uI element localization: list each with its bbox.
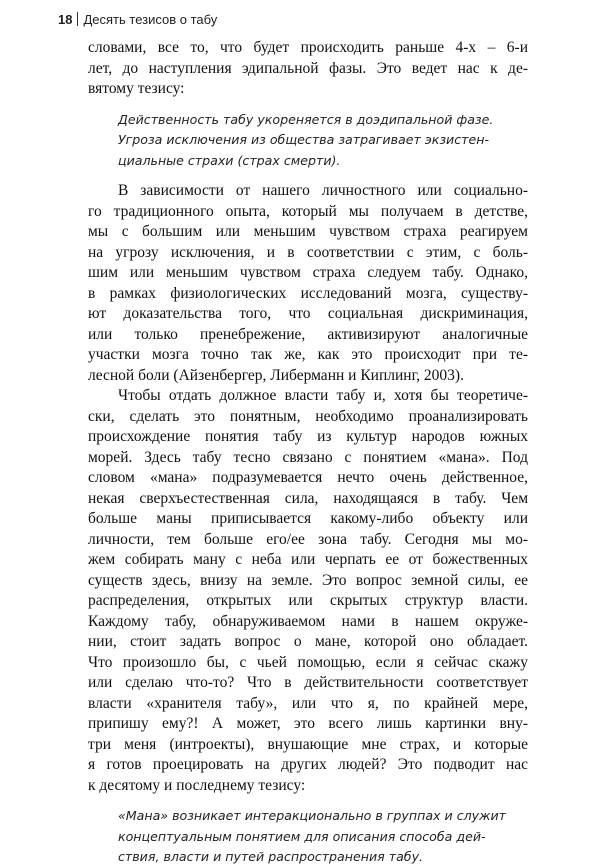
- text-line: го традиционного опыта, который мы получаем в детстве,: [88, 202, 528, 220]
- text-line: шим или меньшим чувством страха следуем табу. Однако,: [88, 264, 528, 281]
- book-title: Десять тезисов о табу: [83, 12, 218, 27]
- text-line: В зависимости от нашего личностного или социально-: [118, 182, 528, 199]
- paragraph-one: [88, 181, 528, 386]
- text-line: жем собирать ману с неба или черпать ее от божественных: [88, 551, 528, 568]
- text-line: вятому тезису:: [88, 80, 185, 97]
- thesis-ten-quote: [88, 806, 528, 868]
- text-line: больше маны приписывается какому-либо объекту или: [88, 510, 528, 527]
- text-line: словами, все то, что будет происходить раньше 4-х – 6-и: [88, 39, 528, 56]
- text-line: Что произошло бы, с чьей помощью, если я сейчас скажу: [88, 653, 528, 671]
- paragraph-two: [88, 386, 528, 796]
- text-line: распределения, открытых или скрытых структур власти.: [88, 592, 528, 609]
- text-line: некая сверхъестественная сила, находящаяся в табу. Чем: [88, 489, 528, 507]
- text-line: словом «мана» подразумевается нечто очень действенное,: [88, 469, 528, 486]
- intro-paragraph: [88, 38, 528, 100]
- text-line: ски, сделать это понятным, необходимо проанализировать: [88, 407, 528, 425]
- text-line: ют доказательства того, что социальная дискриминация,: [88, 305, 528, 322]
- text-line: мы с большим или меньшим чувством страха реагируем: [88, 223, 528, 240]
- text-line: Каждому табу, обнаруживаемом нами в нашем окруже-: [88, 612, 528, 630]
- quote-line: «Мана» возникает интеракционально в группах и служит: [118, 808, 506, 823]
- quote-line: Угроза исключения из общества затрагивает экзистен-: [118, 132, 490, 147]
- text-line: я готов проецировать на других людей? Это подводит нас: [88, 756, 528, 773]
- page-number: 18: [58, 12, 73, 27]
- text-line: лет, до наступления эдипальной фазы. Это ведет нас к де-: [88, 59, 528, 77]
- quote-line: концептуальным понятием для описания способа дей-: [118, 828, 486, 844]
- running-header: [58, 12, 217, 27]
- quote-line: циальные страхи (страх смерти).: [118, 152, 341, 168]
- text-line: к десятому и последнему тезису:: [88, 776, 306, 794]
- page-body: [88, 38, 528, 868]
- text-line: в рамках физиологических исследований мозга, существу-: [88, 284, 528, 302]
- text-line: личности, тем больше его/ее зона табу. Сегодня мы мо-: [88, 530, 528, 548]
- text-line: или сделаю что-то? Что в действительности соответствует: [88, 674, 528, 691]
- text-line: нии, стоит задать вопрос о мане, которой оно обладает.: [88, 633, 528, 650]
- text-line: власти «хранителя табу», или что я, по крайней мере,: [88, 694, 528, 712]
- text-line: лесной боли (Айзенбергер, Либерманн и Киплинг, 2003).: [88, 366, 464, 384]
- text-line: существ здесь, внизу на земле. Это вопрос земной силы, ее: [88, 571, 528, 589]
- text-line: морей. Здесь табу тесно связано с понятием «мана». Под: [88, 448, 528, 466]
- quote-line: Действенность табу укореняется в доэдипальной фазе.: [118, 111, 494, 127]
- quote-line: ствия, власти и путей распространения табу.: [118, 849, 424, 864]
- text-line: участки мозга точно так же, как это происходит при те-: [88, 346, 528, 363]
- text-line: происхождение понятия табу из культур народов южных: [88, 428, 528, 445]
- text-line: на угрозу исключения, и в соответствии с этим, с боль-: [88, 243, 528, 261]
- text-line: три меня (интроекты), внушающие мне страх, и которые: [88, 735, 528, 753]
- text-line: или только пренебрежение, активизируют аналогичные: [88, 325, 528, 343]
- text-line: Чтобы отдать должное власти табу и, хотя бы теоретиче-: [118, 387, 528, 404]
- header-divider: [77, 12, 78, 26]
- thesis-nine-quote: [88, 110, 528, 172]
- text-line: припишу ему?! А может, это всего лишь картинки вну-: [88, 715, 528, 732]
